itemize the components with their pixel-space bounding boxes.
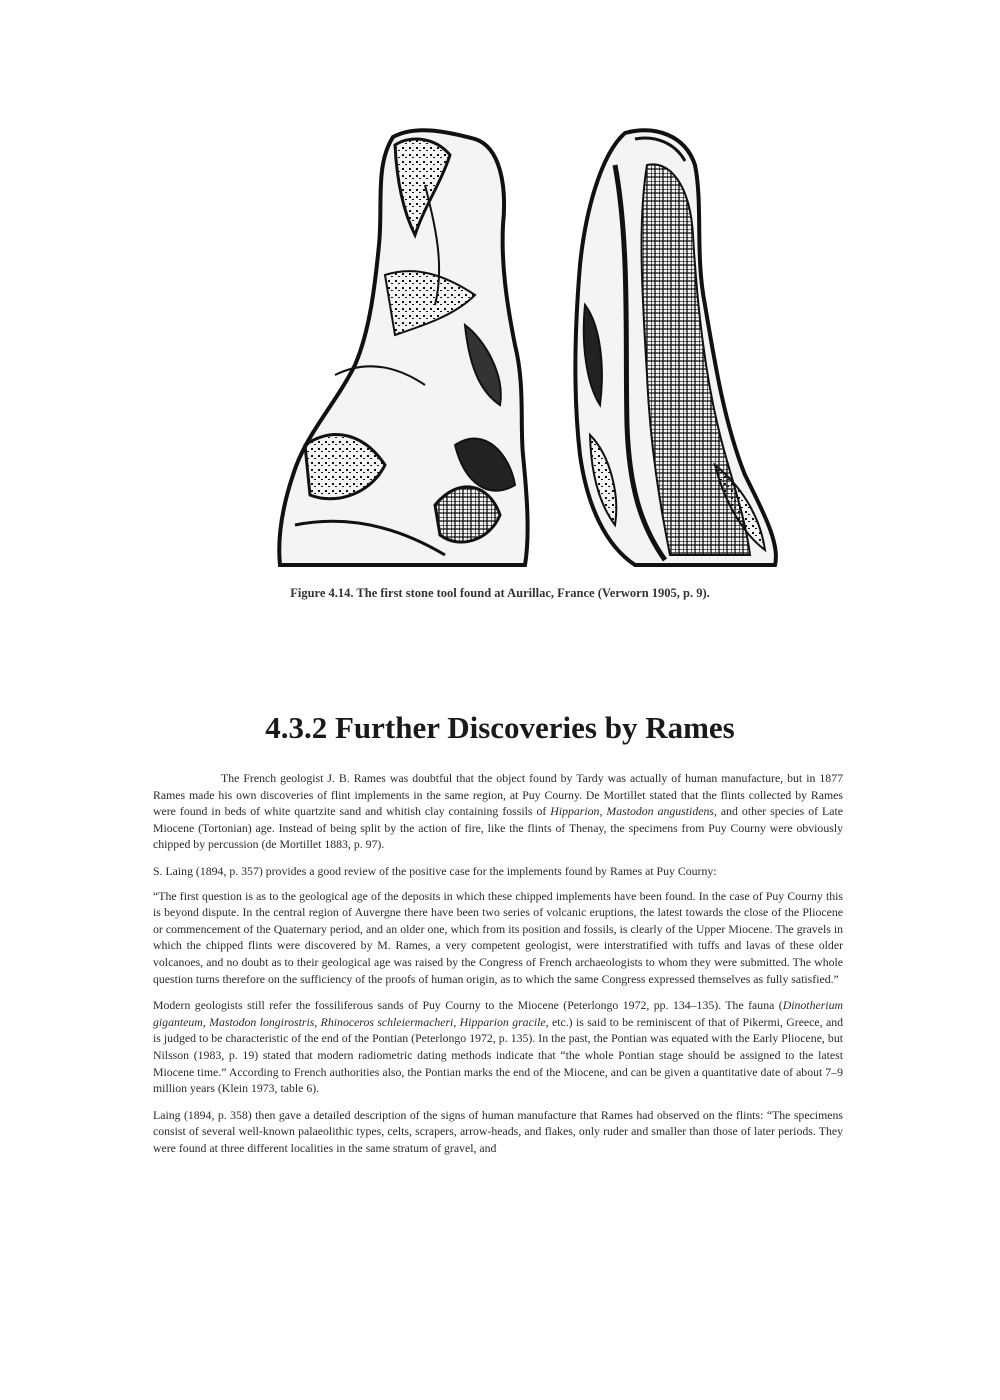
paragraph-1-text-a: The French geologist J. B. Rames was doubtful that the object found by Tardy was actually of human manufacture, but in 1877 Rames made his own discoveries of flint implements in the same region, at Puy Courny. De Mortillet stated that the flints collected by Rames were found in beds of white quartzite sand and whitish clay containing fossils of <box>153 771 843 819</box>
figure-caption: Figure 4.14. The first stone tool found at Aurillac, France (Verworn 1905, p. 9). <box>290 586 710 600</box>
paragraph-4 <box>153 997 843 1097</box>
stone-tool-illustration <box>275 125 785 575</box>
paragraph-2: S. Laing (1894, p. 357) provides a good review of the positive case for the implements found by Rames at Puy Courny: <box>153 863 717 878</box>
section-heading: 4.3.2 Further Discoveries by Rames <box>265 710 735 745</box>
stone-tool-figure <box>275 125 785 575</box>
paragraph-5: Laing (1894, p. 358) then gave a detailed description of the signs of human manufacture that Rames had observed on the flints: “The specimens consist of several well-known palaeolithic types, celts, scrapers, arrow-heads, and flakes, only ruder and smaller than those of later periods. They were found at three different localities in the same stratum of gravel, and <box>153 1107 843 1155</box>
paragraph-1-text-b: , and other species of Late Miocene (Tortonian) age. Instead of being split by the action of fire, like the flints of Thenay, the specimens from Puy Courny were obviously chipped by percussion (de Mortillet 1883, p. 97). <box>153 804 843 852</box>
paragraph-4-taxa: Dinotherium giganteum, Mastodon longirostris, Rhinoceros schleiermacheri, Hipparion gracile <box>153 998 843 1029</box>
paragraph-1-taxa: Hipparion, Mastodon angustidens <box>550 804 714 819</box>
paragraph-4-text-b: , etc.) is said to be reminiscent of that of Pikermi, Greece, and is judged to be characteristic of the end of the Pontian (Peterlongo 1972, p. 135). In the past, the Pontian was equated with the Early Pliocene, but Nilsson (1983, p. 19) stated that modern radiometric dating methods indicate that “the whole Pontian stage should be assigned to the latest Miocene time.” According to French authorities also, the Pontian marks the end of the Miocene, and can be given a quantitative date of about 7–9 million years (Klein 1973, table 6). <box>153 1014 843 1096</box>
flint-left-view <box>279 130 527 565</box>
paragraph-3-quote: “The first question is as to the geological age of the deposits in which these chipped implements have been found. In the case of Puy Courny this is beyond dispute. In the central region of Auvergne there have been two series of volcanic eruptions, the latest towards the close of the Pliocene or commencement of the Quaternary period, and an older one, which from its position and fossils, is clearly of the Upper Miocene. The gravels in which the chipped flints were discovered by M. Rames, a very competent geologist, were interstratified with tuffs and lavas of these older volcanoes, and no doubt as to their geological age was raised by the Congress of French archaeologists to whom they were submitted. The whole question turns therefore on the sufficiency of the proofs of human origin, as to which the same Congress expressed themselves as fully satisfied.” <box>153 888 843 986</box>
paragraph-1 <box>153 770 843 853</box>
paragraph-4-text-a: Modern geologists still refer the fossiliferous sands of Puy Courny to the Miocene (Peterlongo 1972, pp. 134–135). The fauna ( <box>153 998 783 1013</box>
flint-right-view <box>575 130 775 565</box>
body-text <box>153 770 843 1164</box>
